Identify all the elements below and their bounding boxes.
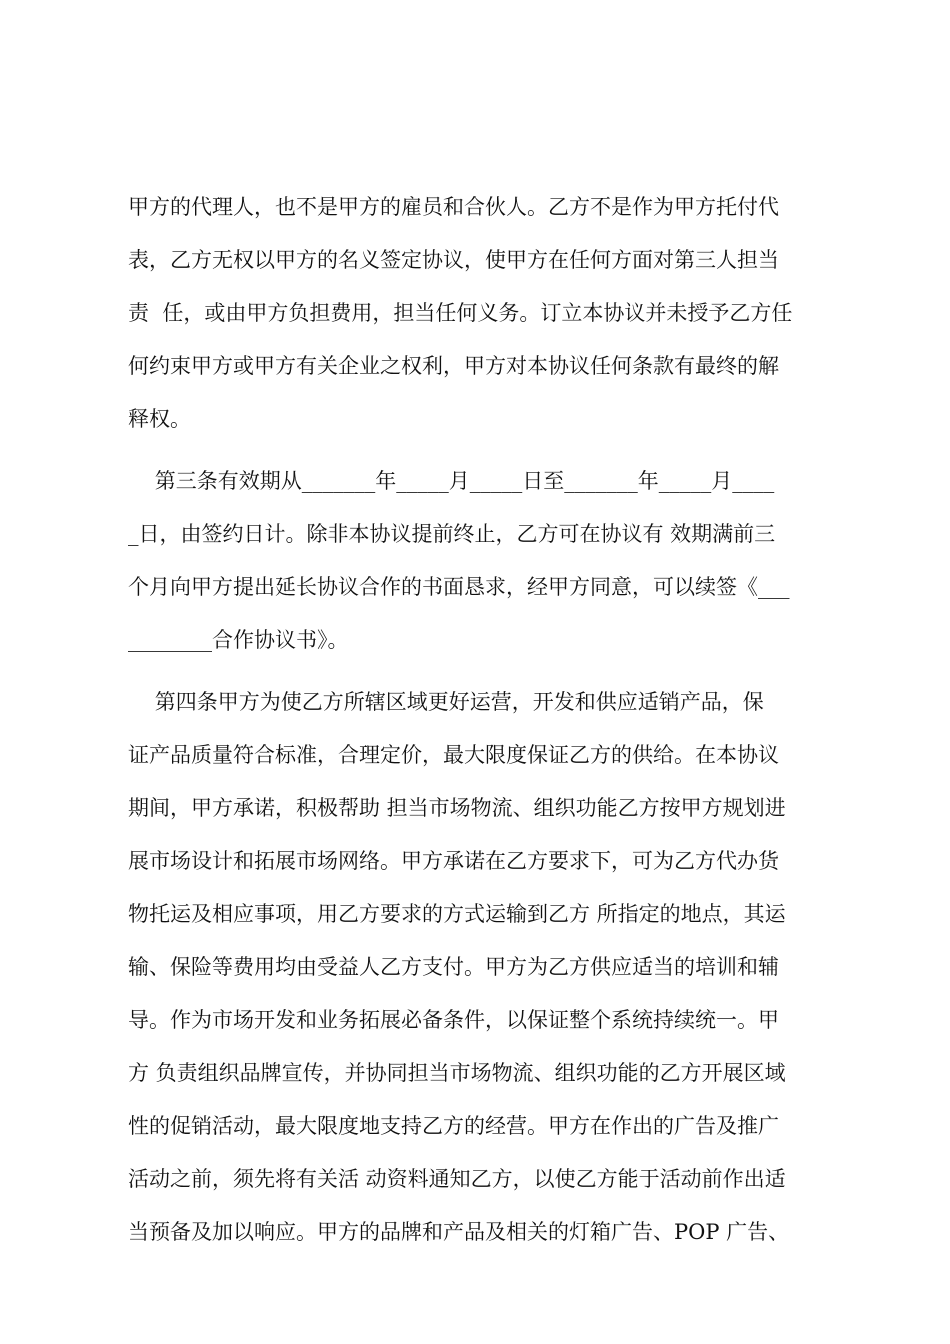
text-line: 物托运及相应事项，用乙方要求的方式运输到乙方 所指定的地点，其运 [128, 902, 786, 926]
text-line: 方 负责组织品牌宣传，并协同担当市场物流、组织功能的乙方开展区域 [128, 1061, 786, 1085]
text-line: 个月向甲方提出延长协议合作的书面恳求，经甲方同意，可以续签《___ [128, 575, 790, 599]
document-body [128, 181, 830, 1259]
text-line: 活动之前，须先将有关活 动资料通知乙方，以使乙方能于活动前作出适 [128, 1167, 786, 1191]
text-line: 导。作为市场开发和业务拓展必备条件，以保证整个系统持续统一。甲 [128, 1008, 779, 1032]
text-line: 展市场设计和拓展市场网络。甲方承诺在乙方要求下，可为乙方代办货 [128, 849, 779, 873]
article-3-line: 第三条有效期从_______年_____月_____日至_______年_____月____ [128, 469, 775, 493]
text-line: _日，由签约日计。除非本协议提前终止，乙方可在协议有 效期满前三 [128, 522, 776, 546]
text-line: 性的促销活动，最大限度地支持乙方的经营。甲方在作出的广告及推广 [128, 1114, 779, 1138]
article-4-line: 第四条甲方为使乙方所辖区域更好运营，开发和供应适销产品，保 [128, 690, 764, 714]
text-line: 期间，甲方承诺，积极帮助 担当市场物流、组织功能乙方按甲方规划进 [128, 796, 786, 820]
text-line: 何约束甲方或甲方有关企业之权利，甲方对本协议任何条款有最终的解 [128, 354, 779, 378]
text-line: 甲方的代理人，也不是甲方的雇员和合伙人。乙方不是作为甲方托付代 [128, 195, 779, 219]
text-line: 责 任，或由甲方负担费用，担当任何义务。订立本协议并未授予乙方任 [128, 301, 793, 325]
text-line: 当预备及加以响应。甲方的品牌和产品及相关的灯箱广告、POP 广告、 [128, 1220, 790, 1244]
text-line: ________合作协议书》。 [128, 628, 349, 652]
text-line: 表，乙方无权以甲方的名义签定协议，使甲方在任何方面对第三人担当 [128, 248, 779, 272]
text-line: 证产品质量符合标准，合理定价，最大限度保证乙方的供给。在本协议 [128, 743, 779, 767]
text-line: 释权。 [128, 407, 191, 431]
text-line: 输、保险等费用均由受益人乙方支付。甲方为乙方供应适当的培训和辅 [128, 955, 779, 979]
